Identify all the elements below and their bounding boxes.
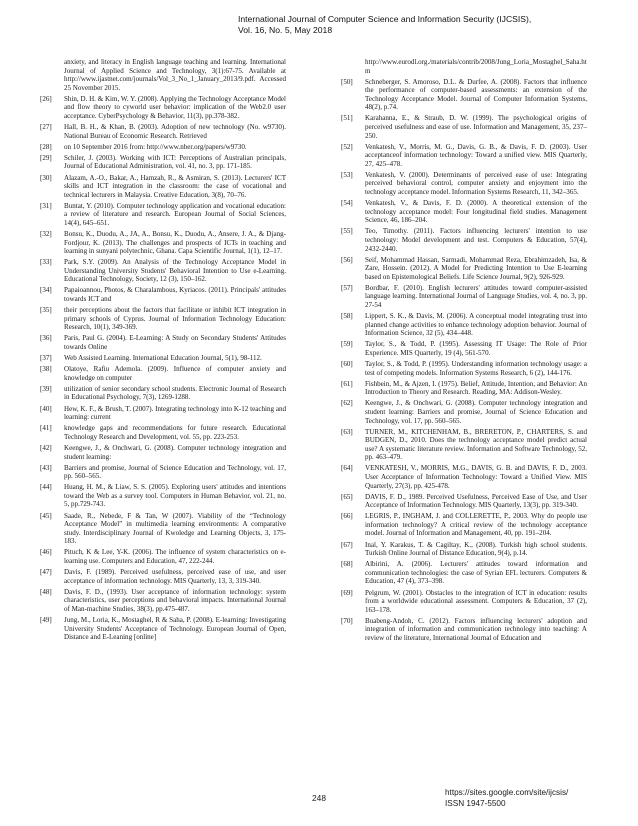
reference-text: Davis, F. D., (1993). User acceptance of information technology: system characteristics, user perceptions and behavioral impacts. International Journal of Man-machine Studies, 38(3), pp.475-487. <box>64 587 286 613</box>
reference-number: [50] <box>341 77 353 86</box>
reference-number: [70] <box>341 616 353 625</box>
reference-entry <box>40 405 286 422</box>
footer-issn: ISSN 1947-5500 <box>445 798 506 808</box>
reference-number: [54] <box>341 199 353 208</box>
reference-text: Fishbein, M., & Ajzen, I. (1975). Belief, Attitude, Intention, and Behavior: An Introduction to Theory and Research. Reading, MA: Addison-Wesley. <box>365 379 587 397</box>
reference-text: Park, S.Y. (2009). An Analysis of the Technology Acceptance Model in Understanding University Students' Behavioral Intention to Use e-Learning. Educational Technology, Society, 12 (3), 150–162. <box>64 258 286 284</box>
reference-entry <box>40 354 286 363</box>
reference-entry <box>40 174 286 200</box>
reference-text: Huang, H. M., & Liaw, S. S. (2005). Exploring users' attitudes and intentions toward the Web as a survey tool. Computers in Human Behavior, vol. 21, no. 5, pp.729-743. <box>64 483 286 509</box>
reference-entry <box>341 399 587 425</box>
page-number: 248 <box>312 793 326 803</box>
reference-number: [57] <box>341 283 353 292</box>
reference-number: [46] <box>40 548 52 557</box>
reference-entry <box>341 464 587 490</box>
reference-number: [44] <box>40 483 52 492</box>
reference-number: [59] <box>341 340 353 349</box>
reference-number: [34] <box>40 286 52 295</box>
reference-entry <box>40 143 286 152</box>
reference-number: [52] <box>341 142 353 151</box>
reference-text: LEGRIS, P., INGHAM, J. and COLLERETTE, P., 2003. Why do people use information technology? A critical review of the technology acceptance model. Journal of Information and Management, 40, pp. 191–204. <box>365 512 587 538</box>
reference-number: [53] <box>341 170 353 179</box>
reference-text: knowledge gaps and recommendations for future research. Educational Technology Research and Development, vol. 55, pp. 223-253. <box>64 424 286 441</box>
reference-number: [65] <box>341 492 353 501</box>
reference-text: Venkatesh, V., & Davis, F. D. (2000). A theoretical extension of the technology acceptance model: Four longitudinal field studies. Management Science, 46, 186–204. <box>365 199 587 225</box>
reference-text: Schiler, J. (2003). Working with ICT: Perceptions of Australian principals, Journal of Educational Administration, vol. 41, no. 3, pp. 171-185. <box>64 153 286 171</box>
reference-number: [66] <box>341 512 353 521</box>
reference-text: Bonsu, K., Duodu, A., JA, A., Bonsu, K., Duodu, A., Ansere, J. A., & Djang-Fordjour, K. (2013). The challenges and prospects of ICTs in teaching and learning in sunyani polytechnic, Ghana. Capa Scientific Journal, 1(1), 12–17. <box>64 230 286 256</box>
reference-text: Teo, Timothy. (2011). Factors influencing lecturers' intention to use technology: Model development and test. Computers & Education, 57(4), 2432-2440. <box>365 227 587 253</box>
reference-number: [37] <box>40 354 52 363</box>
reference-number: [68] <box>341 560 353 569</box>
reference-entry <box>341 428 587 462</box>
reference-number: [47] <box>40 568 52 577</box>
reference-number: [56] <box>341 255 353 264</box>
reference-entry <box>40 464 286 481</box>
reference-text: http://www.eurodl.org./materials/contrib/2008/Jung_Loria_Mostaghel_Saha.htm <box>365 58 587 75</box>
reference-entry <box>40 286 286 303</box>
reference-number: [32] <box>40 230 52 238</box>
reference-entry <box>341 493 587 510</box>
reference-number: [61] <box>341 379 353 388</box>
reference-number: [30] <box>40 173 52 182</box>
reference-entry <box>40 154 286 171</box>
reference-text: DAVIS, F. D., 1989. Perceived Usefulness, Perceived Ease of Use, and User Acceptance of Information Technology. MIS Quarterly, 13(3), pp. 319-340. <box>365 492 587 510</box>
reference-text: Lippert, S. K., & Davis, M. (2006). A conceptual model integrating trust into planned change activities to enhance technology adoption behavior. Journal of Information Science, 32 (5), 434–448. <box>365 312 587 338</box>
reference-entry <box>40 512 286 546</box>
reference-entry <box>40 588 286 614</box>
reference-entry <box>40 548 286 565</box>
reference-text: their perceptions about the factors that facilitate or inhibit ICT integration in primary schools of Cyprus. Journal of Information Technology Education: Research, 10(1), 349-369. <box>64 306 286 332</box>
reference-entry <box>40 258 286 284</box>
reference-entry <box>40 444 286 461</box>
reference-text: Karahanna, E., & Straub, D. W. (1999). The psychological origins of perceived usefulness and ease of use. Information and Management, 35, 237–250. <box>365 114 587 140</box>
reference-text: Seif, Mohammad Hassan, Sarmadi, Mohammad Reza, Ebrahimzadeh, Isa, & Zare, Hossein. (2012). A Model for Predicting Intention to Use E-learning based on Epistemological Beliefs. Life Science Journal, 9(2), 926-929. <box>365 255 587 281</box>
reference-number: [41] <box>40 424 52 433</box>
reference-entry <box>341 541 587 558</box>
reference-text: Keengwe, J., & Onchwari, G. (2008). Computer technology integration and student learning: Barriers and promise, Journal of Science Education and Technology, vol. 17, pp. 560–565. <box>365 399 587 425</box>
reference-number: [69] <box>341 588 353 597</box>
footer-info <box>445 788 568 809</box>
reference-number: [38] <box>40 365 52 374</box>
reference-entry <box>341 512 587 538</box>
reference-entry <box>40 385 286 402</box>
reference-entry <box>341 227 587 253</box>
reference-number: [48] <box>40 587 52 596</box>
reference-entry <box>40 365 286 382</box>
reference-entry <box>40 202 286 228</box>
reference-entry <box>341 171 587 197</box>
reference-text: Taylor, S., & Todd, P. (1995). Assessing IT Usage: The Role of Prior Experience. MIS Quarterly, 19 (4), 561-570. <box>365 340 587 357</box>
reference-number: [33] <box>40 258 52 267</box>
journal-volume-line: Vol. 16, No. 5, May 2018 <box>238 25 333 35</box>
reference-text: Papaioannou, Photos, & Charalambous, Kyriacos. (2011). Principals' attitudes towards ICT and <box>64 286 286 304</box>
reference-entry <box>341 560 587 586</box>
reference-text: TURNER, M., KITCHENHAM, B., BRERETON, P., CHARTERS, S. and BUDGEN, D., 2010. Does the technology acceptance model predict actual use? A systematic literature review. Information and Software Technology, 52, pp. 463–479. <box>365 427 587 462</box>
reference-text: Saade, R., Nebede, F & Tan, W (2007). Viability of the “Technology Acceptance Model” in multimedia learning environments: A comparative study. Interdisciplinary Journal of Kwoledge and Learning Objects, 3, 175-183. <box>64 511 286 546</box>
reference-text: Hew, K. F., & Brush, T. (2007). Integrating technology into K-12 teaching and learning: current <box>64 404 286 422</box>
reference-text: Keengwe, J., & Onchwari, G. (2008). Computer technology integration and student learning: <box>64 443 286 461</box>
reference-number: [64] <box>341 464 353 473</box>
reference-text: anxiety, and literacy in English language teaching and learning. International Journal of Applied Science and Technology, 3(1):67-75. Available at http://www.ijastnet.com/journals/Vol_3_No_1_January_2013/9.pdf. Accessed 25 November 2015. <box>64 58 286 92</box>
reference-text: Jung, M., Loria, K., Mostaghel, R & Saha, P. (2008). E-learning: Investigating University Students' Acceptance of Technology. European Journal of Open, Distance and E-Leaning [online] <box>64 615 286 642</box>
reference-number: [51] <box>341 114 353 123</box>
reference-text: Schneberger, S. Amoroso, D.L. & Durfee, A. (2008). Factors that influence the performance of computer-based assessments: an extension of the Technology Acceptance Model. Journal of Computer Information Systems, 48(2), p.74. <box>365 77 587 112</box>
reference-text: Alazam, A.-O., Bakar, A., Hamzah, R., & Asmiran, S. (2013). Lecturers' ICT skills and ICT integration in the classroom: the case of vocational and technical lecturers in Malaysia. Creative Education, 3(8), 70–76. <box>64 173 286 199</box>
reference-entry <box>341 143 587 169</box>
reference-entry <box>341 312 587 338</box>
reference-number: [62] <box>341 399 353 408</box>
reference-text: Venkatesh, V. (2000). Determinants of perceived ease of use: Integrating perceived behavioral control, computer anxiety and enjoyment into the technology acceptance model. Information Systems Research, 11, 342–365. <box>365 170 587 197</box>
reference-number: [26] <box>40 94 52 103</box>
reference-entry <box>40 334 286 351</box>
reference-text: Shin, D. H. & Kim, W. Y. (2008). Applying the Technology Acceptance Model and flow theory to cyworld user behavior: implication of the Web2.0 user acceptance. CyberPsychology & Behavior, 11(3), pp.378-382. <box>64 94 286 120</box>
reference-text: utilization of senior secondary school students. Electronic Journal of Research in Educational Psychology, 7(3), 1269-1288. <box>64 384 286 402</box>
reference-entry <box>40 306 286 332</box>
reference-entry <box>40 616 286 642</box>
references-left-column <box>40 58 286 644</box>
reference-text: VENKATESH, V., MORRIS, M.G., DAVIS, G. B. and DAVIS, F. D., 2003. User Acceptance of Information Technology: Toward a Unified View. MIS Quarterly, 27(3), pp. 425-478. <box>365 464 587 490</box>
reference-number: [43] <box>40 463 52 472</box>
reference-entry <box>341 199 587 225</box>
journal-title-line: International Journal of Computer Science and Information Security (IJCSIS), <box>238 14 532 24</box>
reference-entry <box>40 230 286 256</box>
reference-number: [49] <box>40 615 52 624</box>
reference-entry <box>341 360 587 377</box>
reference-entry <box>341 58 587 75</box>
reference-entry <box>341 340 587 357</box>
reference-entry <box>341 114 587 140</box>
reference-entry <box>40 424 286 441</box>
reference-text: Buntat, Y. (2010). Computer technology application and vocational education: a review of literature and research. European Journal of Social Sciences, 14(4), 645–651. <box>64 201 286 227</box>
reference-number: [45] <box>40 511 52 520</box>
reference-entry <box>341 380 587 397</box>
reference-text: Davis, F. (1989). Perceived usefulness, perceived ease of use, and user acceptance of information technology. MIS Quarterly, 13, 3, 319-340. <box>64 568 286 585</box>
reference-number: [58] <box>341 312 353 321</box>
reference-number: [31] <box>40 201 52 210</box>
reference-entry <box>341 589 587 615</box>
reference-text: Barriers and promise, Journal of Science Education and Technology, vol. 17, pp. 560–565. <box>64 463 286 481</box>
reference-entry <box>341 617 587 643</box>
reference-text: Pelgrum, W. (2001). Obstacles to the integration of ICT in education: results from a worldwide educational assessment. Computers & Education, 37 (2), 163–178. <box>365 588 587 614</box>
reference-entry <box>40 123 286 140</box>
reference-text: Olatoye, Rafiu Ademola. (2009). Influence of computer anxiety and knowledge on computer <box>64 365 286 382</box>
reference-number: [55] <box>341 227 353 236</box>
reference-number: [35] <box>40 306 52 315</box>
reference-number: [63] <box>341 427 353 436</box>
reference-text: Inal, Y. Karakus, T. & Cagiltay, K., (2008). Turkish high school students. Turkish Online Journal of Distance Education, 9(4), p.14. <box>365 540 587 558</box>
reference-text: Pituch, K & Lee, Y-K. (2006). The influence of system characteristics on e-learning use. Computers and Education, 47, 222-244. <box>64 548 286 565</box>
reference-text: Web Assisted Learning. International Education Journal, 5(1), 98-112. <box>64 354 262 363</box>
reference-text: Buabeng-Andoh, C. (2012). Factors influencing lecturers' adoption and integration of information and communication technology into teaching: A review of the literature, International Journal of Education and <box>365 616 587 642</box>
footer-url: https://sites.google.com/site/ijcsis/ <box>445 788 569 797</box>
journal-header <box>238 14 568 36</box>
reference-number: [36] <box>40 334 52 343</box>
reference-entry <box>40 95 286 121</box>
reference-text: Albirini, A. (2006). Lecturers' attitudes toward information and communication technologies: the case of Syrian EFL lecturers. Computers & Education, 47 (4), 373–398. <box>365 560 587 586</box>
reference-number: [28] <box>40 142 52 151</box>
reference-text: Taylor, S., & Todd, P. (1995). Understanding information technology usage: a test of competing models. Information Systems Research, 6 (2), 144-176. <box>365 360 587 377</box>
references-right-column <box>341 58 587 645</box>
reference-text: Venkatesh, V., Morris, M. G., Davis, G. B., & Davis, F. D. (2003). User acceptanceof information technology: Toward a unified view. MIS Quarterly, 27, 425–478. <box>365 142 587 168</box>
reference-entry <box>40 58 286 92</box>
reference-number: [27] <box>40 123 52 132</box>
reference-number: [60] <box>341 360 353 369</box>
reference-number: [29] <box>40 153 52 162</box>
reference-entry <box>341 284 587 310</box>
reference-entry <box>40 483 286 509</box>
reference-text: Bordbar, F. (2010). English lecturers' attitudes toward computer-assisted language learning. International Journal of Language Studies, vol. 4, no. 3, pp. 27-54 <box>365 283 587 309</box>
reference-text: on 10 September 2016 from: http://www.nber.org/papers/w9730. <box>64 142 247 151</box>
reference-entry <box>341 256 587 282</box>
reference-number: [39] <box>40 384 52 393</box>
reference-text: Paris, Paul G. (2004). E-Learning: A Study on Secondary Students' Attitudes towards Online <box>64 334 286 351</box>
reference-entry <box>341 78 587 112</box>
reference-number: [67] <box>341 540 353 549</box>
reference-entry <box>40 568 286 585</box>
reference-number: [40] <box>40 404 52 413</box>
reference-number: [42] <box>40 443 52 452</box>
reference-text: Hall, B. H., & Khan, B. (2003). Adoption of new technology (No. w9730). National Bureau of Economic Research. Retrieved <box>64 123 286 140</box>
